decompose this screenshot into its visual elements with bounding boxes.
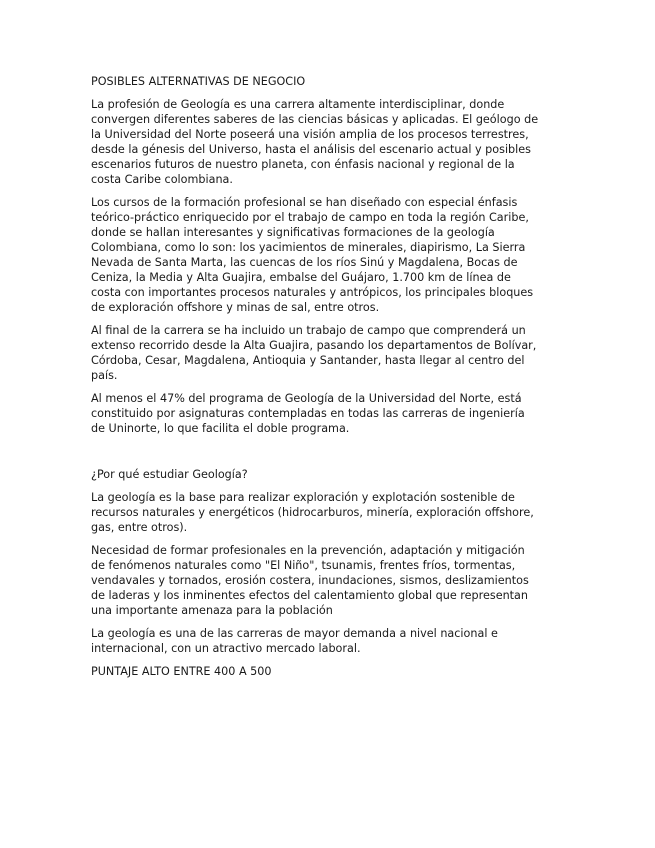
text-line: internacional, con un atractivo mercado laboral. <box>91 642 361 655</box>
text-line: donde se hallan interesantes y significativas formaciones de la geología <box>91 226 495 239</box>
text-line: Al menos el 47% del programa de Geología de la Universidad del Norte, está <box>91 392 522 405</box>
paragraph-program <box>91 391 567 436</box>
text-line: costa Caribe colombiana. <box>91 173 233 186</box>
paragraph-intro <box>91 97 567 187</box>
text-line: desde la génesis del Universo, hasta el análisis del escenario actual y posibles <box>91 143 531 156</box>
text-line: escenarios futuros de nuestro planeta, con énfasis nacional y regional de la <box>91 158 515 171</box>
reason-hazards <box>91 543 567 618</box>
heading-text: POSIBLES ALTERNATIVAS DE NEGOCIO <box>91 75 306 88</box>
text-line: Nevada de Santa Marta, las cuencas de los ríos Sinú y Magdalena, Bocas de <box>91 256 518 269</box>
text-line: vendavales y tornados, erosión costera, inundaciones, sismos, deslizamientos <box>91 574 529 587</box>
text-line: La geología es la base para realizar exploración y explotación sostenible de <box>91 491 515 504</box>
text-line: extenso recorrido desde la Alta Guajira, pasando los departamentos de Bolívar, <box>91 339 537 352</box>
text-line: de fenómenos naturales como "El Niño", tsunamis, frentes fríos, tormentas, <box>91 559 516 572</box>
reason-resources <box>91 490 567 535</box>
score-text: PUNTAJE ALTO ENTRE 400 A 500 <box>91 665 272 678</box>
text-line: Colombiana, como lo son: los yacimientos de minerales, diapirismo, La Sierra <box>91 241 526 254</box>
text-line: constituido por asignaturas contempladas en todas las carreras de ingeniería <box>91 407 525 420</box>
text-line: recursos naturales y energéticos (hidrocarburos, minería, exploración offshore, <box>91 506 534 519</box>
question-text: ¿Por qué estudiar Geología? <box>91 468 248 481</box>
question-heading <box>91 467 567 482</box>
text-line: Ceniza, la Media y Alta Guajira, embalse del Guájaro, 1.700 km de línea de <box>91 271 511 284</box>
text-line: la Universidad del Norte poseerá una visión amplia de los procesos terrestres, <box>91 128 529 141</box>
text-line: de laderas y los inminentes efectos del calentamiento global que representan <box>91 589 529 602</box>
text-line: gas, entre otros). <box>91 521 188 534</box>
paragraph-fieldwork <box>91 323 567 383</box>
text-line: Necesidad de formar profesionales en la prevención, adaptación y mitigación <box>91 544 525 557</box>
text-line: teórico-práctico enriquecido por el trabajo de campo en toda la región Caribe, <box>91 211 529 224</box>
text-line: costa con importantes procesos naturales y antrópicos, los principales bloques <box>91 286 534 299</box>
paragraph-courses <box>91 195 567 315</box>
text-line: Al final de la carrera se ha incluido un trabajo de campo que comprenderá un <box>91 324 526 337</box>
text-line: La profesión de Geología es una carrera altamente interdisciplinar, donde <box>91 98 505 111</box>
score-note <box>91 664 567 679</box>
document-page <box>91 74 567 687</box>
text-line: Córdoba, Cesar, Magdalena, Antioquia y Santander, hasta llegar al centro del <box>91 354 525 367</box>
text-line: Los cursos de la formación profesional se han diseñado con especial énfasis <box>91 196 518 209</box>
text-line: país. <box>91 369 118 382</box>
reason-demand <box>91 626 567 656</box>
text-line: convergen diferentes saberes de las ciencias básicas y aplicadas. El geólogo de <box>91 113 539 126</box>
text-line: La geología es una de las carreras de mayor demanda a nivel nacional e <box>91 627 498 640</box>
text-line: de Uninorte, lo que facilita el doble programa. <box>91 422 350 435</box>
text-line: una importante amenaza para la población <box>91 604 333 617</box>
section-heading <box>91 74 567 89</box>
text-line: de exploración offshore y minas de sal, entre otros. <box>91 301 380 314</box>
